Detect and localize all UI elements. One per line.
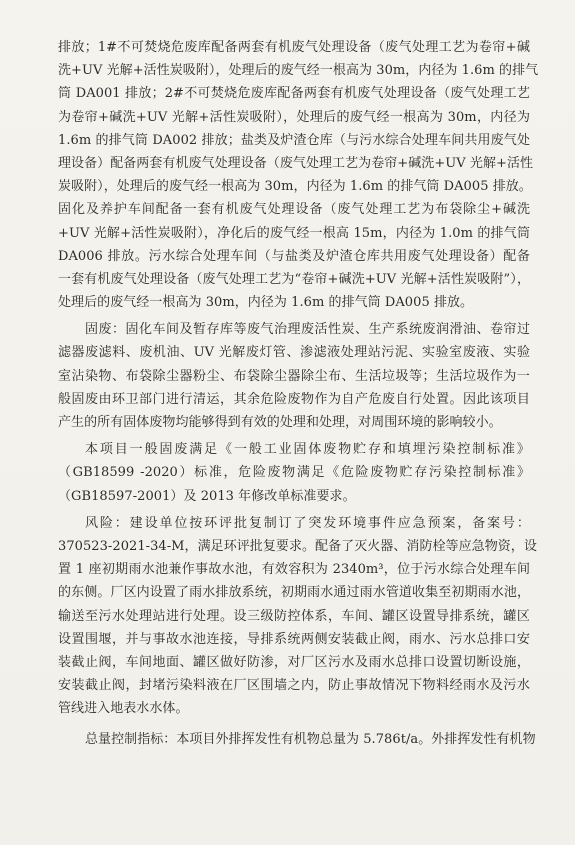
text-line: 管线进入地表水水体。	[58, 701, 189, 717]
text-line: 装截止阀，车间地面、罐区做好防渗，对厂区污水及雨水总排口设置切断设施，	[58, 654, 530, 670]
text-line: （GB18597-2001）及 2013 年修改单标准要求。	[58, 488, 356, 504]
text-line: 般固废由环卫部门进行清运，其余危险废物作为自产危废自行处置。因此该项目	[58, 391, 530, 407]
paragraph-standards	[58, 438, 530, 508]
text-line: 固废：固化车间及暂存库等废气治理废活性炭、生产系统废润滑油、卷帘过	[85, 322, 530, 338]
text-line: 产生的所有固体废物均能够得到有效的处理和处理，对周围环境的影响较小。	[58, 415, 502, 430]
text-line: 固化及养护车间配备一套有机废气处理设备（废气处理工艺为布袋除尘+碱洗	[58, 202, 530, 218]
text-line: 理设备）配备两套有机废气处理设备（废气处理工艺为卷帘+碱洗+UV 光解+活性	[58, 155, 534, 171]
text-line: DA006 排放。污水综合处理车间（与盐类及炉渣仓库共用废气处理设备）配备	[58, 248, 530, 264]
text-line: 设置围堰，并与事故水池连接，导排系统两侧安装截止阀，雨水、污水总排口安	[58, 631, 530, 647]
text-line: 洗+UV 光解+活性炭吸附），处理后的废气经一根高为 30m，内径为 1.6m 的排气	[58, 63, 539, 79]
paragraph-total-control	[58, 728, 536, 751]
text-line: 风险：建设单位按环评批复制订了突发环境事件应急预案，备案号：	[85, 515, 530, 531]
document-body	[58, 36, 539, 752]
text-line: 筒 DA001 排放；2#不可焚烧危废库配备两套有机废气处理设备（废气处理工艺	[58, 86, 530, 102]
text-line: 滤器废滤料、废机油、UV 光解废灯管、渗滤液处理站污泥、实验室废液、实验	[58, 345, 530, 361]
text-line: 本项目一般固废满足《一般工业固体废物贮存和填埋污染控制标准》	[85, 442, 530, 458]
text-line: 的东侧。厂区内设置了雨水排放系统，初期雨水通过雨水管道收集至初期雨水池，	[58, 585, 530, 601]
text-line: 炭吸附），处理后的废气经一根高为 30m，内径为 1.6m 的排气筒 DA005 排放。	[58, 179, 532, 195]
paragraph-exhaust-gas	[58, 36, 539, 314]
paragraph-solid-waste	[58, 318, 530, 434]
text-line: +UV 光解+活性炭吸附），净化后的废气经一根高 15m，内径为 1.0m 的排气筒	[58, 225, 530, 241]
text-line: 安装截止阀，封堵污染料液在厂区围墙之内，防止事故情况下物料经雨水及污水	[58, 678, 530, 694]
paragraph-risk	[58, 512, 537, 721]
text-line: 室沾染物、布袋除尘器粉尘、布袋除尘器除尘布、生活垃圾等；生活垃圾作为一	[58, 368, 530, 384]
text-line: 置 1 座初期雨水池兼作事故水池，有效容积为 2340m³，位于污水综合处理车间	[58, 562, 530, 578]
text-line: 处理后的废气经一根高为 30m，内径为 1.6m 的排气筒 DA005 排放。	[58, 295, 474, 311]
text-line: （GB18599 -2020）标准，危险废物满足《危险废物贮存污染控制标准》	[58, 465, 530, 481]
text-line: 总量控制指标：本项目外排挥发性有机物总量为 5.786t/a。外排挥发性有机物	[85, 732, 536, 748]
text-line: 一套有机废气处理设备（废气处理工艺为“卷帘+碱洗+UV 光解+活性炭吸附”），	[58, 271, 530, 287]
text-line: 370523-2021-34-M，满足环评批复要求。配备了灭火器、消防栓等应急物资，设	[58, 538, 537, 554]
text-line: 1.6m 的排气筒 DA002 排放；盐类及炉渣仓库（与污水综合处理车间共用废气处	[58, 132, 530, 148]
text-line: 为卷帘+碱洗+UV 光解+活性炭吸附），处理后的废气经一根高为 30m，内径为	[58, 109, 530, 125]
text-line: 排放；1#不可焚烧危废库配备两套有机废气处理设备（废气处理工艺为卷帘+碱	[58, 40, 530, 55]
text-line: 输送至污水处理站进行处理。设三级防控体系，车间、罐区设置导排系统，罐区	[58, 608, 530, 624]
